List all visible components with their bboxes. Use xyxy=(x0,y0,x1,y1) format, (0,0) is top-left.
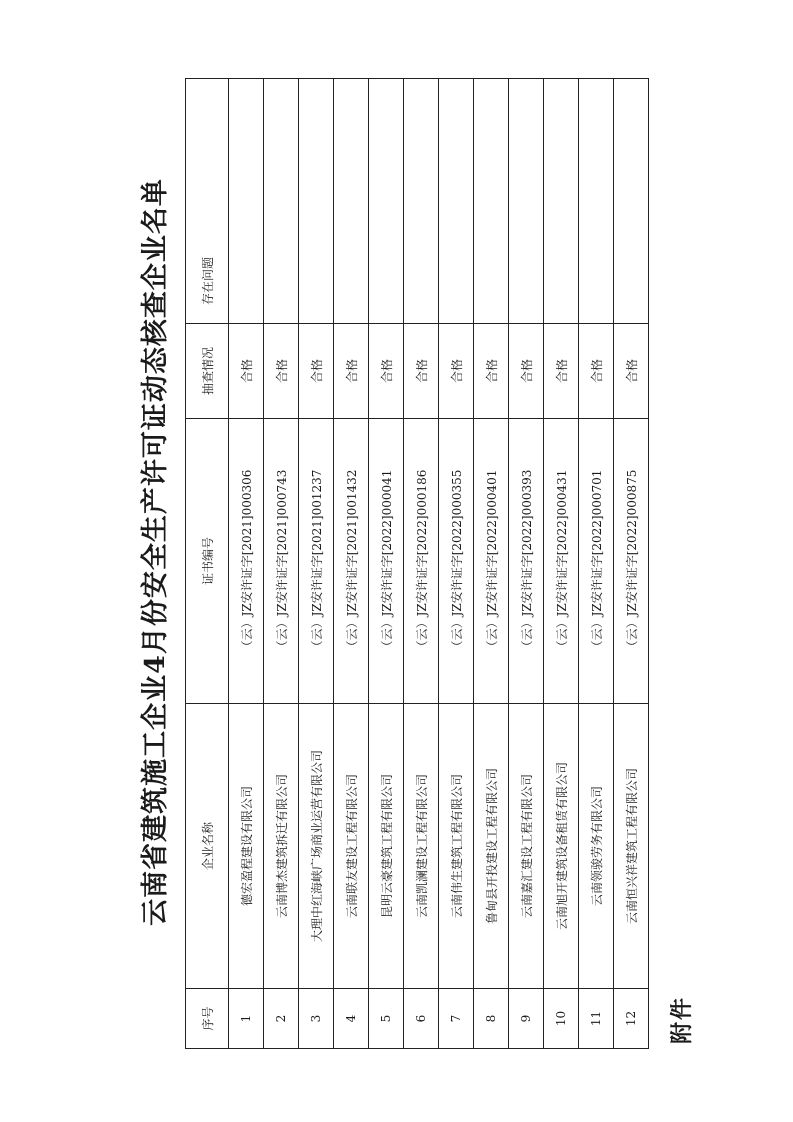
row-company-name: 云南伟生建筑工程有限公司 xyxy=(439,704,474,989)
table-row xyxy=(509,79,544,1049)
row-no: 11 xyxy=(579,989,614,1049)
row-issues xyxy=(264,79,299,324)
row-check-result: 合格 xyxy=(264,324,299,419)
header-company-name: 企业名称 xyxy=(186,704,229,989)
header-certificate-no: 证书编号 xyxy=(186,419,229,704)
row-certificate-no: （云）JZ安许证字[2022]000041 xyxy=(369,419,404,704)
row-check-result: 合格 xyxy=(404,324,439,419)
row-certificate-no: （云）JZ安许证字[2022]000401 xyxy=(474,419,509,704)
row-no: 7 xyxy=(439,989,474,1049)
row-check-result: 合格 xyxy=(474,324,509,419)
row-issues xyxy=(299,79,334,324)
table-row xyxy=(334,79,369,1049)
row-company-name: 德宏盈程建设有限公司 xyxy=(229,704,264,989)
row-company-name: 云南旭开建筑设备租赁有限公司 xyxy=(544,704,579,989)
row-certificate-no: （云）JZ安许证字[2022]000186 xyxy=(404,419,439,704)
attachment-label: 附件 xyxy=(670,995,695,1044)
row-issues xyxy=(544,79,579,324)
row-certificate-no: （云）JZ安许证字[2021]000743 xyxy=(264,419,299,704)
row-issues xyxy=(334,79,369,324)
row-certificate-no: （云）JZ安许证字[2022]000393 xyxy=(509,419,544,704)
row-check-result: 合格 xyxy=(229,324,264,419)
row-company-name: 云南恒兴祥建筑工程有限公司 xyxy=(614,704,649,989)
row-no: 3 xyxy=(299,989,334,1049)
row-no: 2 xyxy=(264,989,299,1049)
table-row xyxy=(229,79,264,1049)
table-row xyxy=(404,79,439,1049)
row-issues xyxy=(369,79,404,324)
row-check-result: 合格 xyxy=(614,324,649,419)
table-row xyxy=(579,79,614,1049)
row-issues xyxy=(579,79,614,324)
row-certificate-no: （云）JZ安许证字[2021]001432 xyxy=(334,419,369,704)
row-check-result: 合格 xyxy=(579,324,614,419)
row-company-name: 鲁甸县开投建设工程有限公司 xyxy=(474,704,509,989)
row-certificate-no: （云）JZ安许证字[2022]000875 xyxy=(614,419,649,704)
table-row xyxy=(299,79,334,1049)
row-company-name: 云南凯澜建设工程有限公司 xyxy=(404,704,439,989)
row-check-result: 合格 xyxy=(299,324,334,419)
row-issues xyxy=(474,79,509,324)
row-no: 5 xyxy=(369,989,404,1049)
table-row xyxy=(369,79,404,1049)
table-row xyxy=(264,79,299,1049)
row-no: 8 xyxy=(474,989,509,1049)
row-check-result: 合格 xyxy=(439,324,474,419)
row-certificate-no: （云）JZ安许证字[2022]000701 xyxy=(579,419,614,704)
row-check-result: 合格 xyxy=(369,324,404,419)
row-company-name: 昆明云豪建筑工程有限公司 xyxy=(369,704,404,989)
header-check-result: 抽查情况 xyxy=(186,324,229,419)
row-check-result: 合格 xyxy=(509,324,544,419)
row-issues xyxy=(509,79,544,324)
row-company-name: 云南博杰建筑拆迁有限公司 xyxy=(264,704,299,989)
table-row xyxy=(474,79,509,1049)
table-row xyxy=(544,79,579,1049)
row-no: 1 xyxy=(229,989,264,1049)
row-issues xyxy=(404,79,439,324)
row-no: 9 xyxy=(509,989,544,1049)
header-no: 序号 xyxy=(186,989,229,1049)
row-no: 6 xyxy=(404,989,439,1049)
row-certificate-no: （云）JZ安许证字[2022]000431 xyxy=(544,419,579,704)
table-row xyxy=(614,79,649,1049)
row-company-name: 大理中红海峡广场商业运营有限公司 xyxy=(299,704,334,989)
row-company-name: 云南嘉汇建设工程有限公司 xyxy=(509,704,544,989)
row-certificate-no: （云）JZ安许证字[2021]000306 xyxy=(229,419,264,704)
row-issues xyxy=(229,79,264,324)
header-issues: 存在问题 xyxy=(186,79,229,324)
row-issues xyxy=(614,79,649,324)
row-no: 4 xyxy=(334,989,369,1049)
table-row xyxy=(439,79,474,1049)
table-header-row xyxy=(186,79,229,1049)
page-title: 云南省建筑施工企业4月份安全生产许可证动态核查企业名单 xyxy=(140,178,171,926)
row-check-result: 合格 xyxy=(334,324,369,419)
company-table xyxy=(185,78,649,1049)
row-company-name: 云南领骏劳务有限公司 xyxy=(579,704,614,989)
row-company-name: 云南联友建设工程有限公司 xyxy=(334,704,369,989)
row-no: 12 xyxy=(614,989,649,1049)
row-check-result: 合格 xyxy=(544,324,579,419)
row-no: 10 xyxy=(544,989,579,1049)
row-issues xyxy=(439,79,474,324)
row-certificate-no: （云）JZ安许证字[2022]000355 xyxy=(439,419,474,704)
row-certificate-no: （云）JZ安许证字[2021]001237 xyxy=(299,419,334,704)
